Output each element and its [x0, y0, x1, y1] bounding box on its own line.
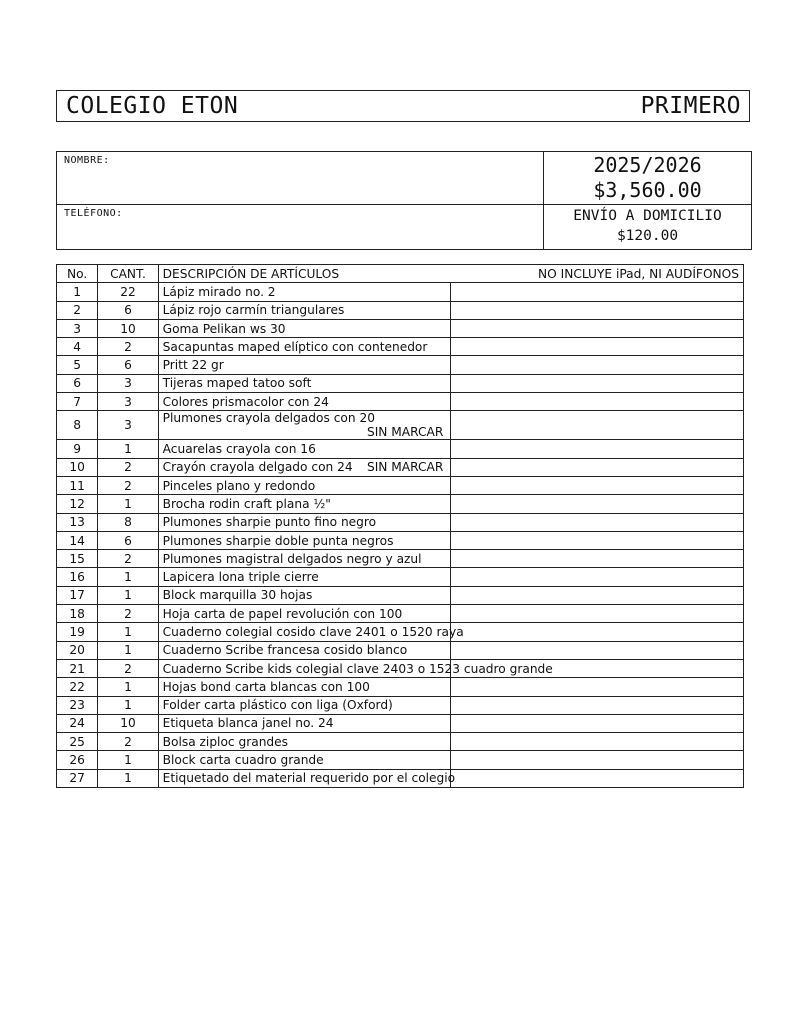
table-row [57, 733, 744, 751]
row-description-cell [158, 513, 451, 531]
school-year: 2025/2026 [593, 153, 702, 177]
row-description-cell [158, 623, 464, 641]
row-quantity: 3 [98, 374, 158, 392]
table-row [57, 356, 744, 374]
table-row [57, 550, 744, 568]
row-description-cell [158, 659, 553, 677]
table-row [57, 283, 744, 301]
row-quantity: 1 [98, 769, 158, 787]
row-empty-cell [451, 641, 744, 659]
row-quantity: 3 [98, 411, 158, 440]
row-number: 13 [57, 513, 98, 531]
row-empty-cell [451, 476, 744, 494]
table-row [57, 374, 744, 392]
row-description: Etiquetado del material requerido por el colegio [162, 771, 456, 786]
row-empty-cell [451, 769, 744, 787]
row-empty-cell [451, 678, 744, 696]
header-note: NO INCLUYE iPad, NI AUDÍFONOS [538, 266, 739, 281]
phone-field [57, 205, 544, 249]
table-row [57, 769, 744, 787]
row-empty-cell [451, 751, 744, 769]
row-description-cell [158, 319, 451, 337]
row-quantity: 2 [98, 476, 158, 494]
row-number: 5 [57, 356, 98, 374]
row-number: 18 [57, 605, 98, 623]
row-empty-cell [451, 393, 744, 411]
row-empty-cell [451, 733, 744, 751]
row-number: 23 [57, 696, 98, 714]
table-row [57, 605, 744, 623]
row-empty-cell [451, 301, 744, 319]
row-empty-cell [451, 319, 744, 337]
row-number: 2 [57, 301, 98, 319]
row-description: Pinceles plano y redondo [162, 478, 316, 493]
row-number: 15 [57, 550, 98, 568]
row-empty-cell [451, 714, 744, 732]
row-description: Cuaderno Scribe kids colegial clave 2403 o 1523 cuadro grande [162, 661, 553, 676]
row-empty-cell [451, 696, 744, 714]
table-row [57, 623, 744, 641]
row-number: 27 [57, 769, 98, 787]
row-quantity: 1 [98, 751, 158, 769]
row-description-cell [158, 769, 456, 787]
row-description-cell [158, 751, 451, 769]
school-name: COLEGIO ETON [66, 93, 239, 119]
row-empty-cell [451, 495, 744, 513]
table-row [57, 458, 744, 476]
row-quantity: 3 [98, 393, 158, 411]
row-description-cell [158, 374, 451, 392]
row-description-cell [158, 605, 451, 623]
row-description-cell [158, 714, 451, 732]
row-quantity: 10 [98, 319, 158, 337]
table-row [57, 338, 744, 356]
table-row [57, 513, 744, 531]
row-empty-cell [451, 531, 744, 549]
row-number: 17 [57, 586, 98, 604]
table-row [57, 678, 744, 696]
table-row [57, 641, 744, 659]
row-description-cell [158, 411, 451, 440]
row-empty-cell [451, 550, 744, 568]
table-row [57, 659, 744, 677]
row-description-cell [158, 550, 451, 568]
school-header [56, 90, 750, 122]
row-remark: SIN MARCAR [366, 425, 444, 440]
row-quantity: 1 [98, 586, 158, 604]
price-box [544, 152, 751, 205]
row-description-cell [158, 476, 451, 494]
row-quantity: 1 [98, 641, 158, 659]
row-description: Sacapuntas maped elíptico con contenedor [162, 339, 428, 354]
row-number: 22 [57, 678, 98, 696]
row-empty-cell [451, 440, 744, 458]
row-description-cell [158, 696, 451, 714]
row-description: Plumones sharpie punto fino negro [162, 515, 377, 530]
table-row [57, 714, 744, 732]
row-empty-cell [451, 568, 744, 586]
header-desc-label: DESCRIPCIÓN DE ARTÍCULOS [162, 266, 340, 281]
row-empty-cell [451, 356, 744, 374]
table-row [57, 495, 744, 513]
row-description-cell [158, 641, 451, 659]
row-quantity: 1 [98, 623, 158, 641]
table-row [57, 568, 744, 586]
row-description-cell [158, 338, 451, 356]
row-description-cell [158, 440, 451, 458]
header-description [158, 265, 743, 283]
row-number: 19 [57, 623, 98, 641]
row-quantity: 1 [98, 568, 158, 586]
row-quantity: 10 [98, 714, 158, 732]
row-quantity: 8 [98, 513, 158, 531]
row-number: 26 [57, 751, 98, 769]
row-number: 4 [57, 338, 98, 356]
row-number: 6 [57, 374, 98, 392]
row-number: 25 [57, 733, 98, 751]
row-number: 21 [57, 659, 98, 677]
row-empty-cell [451, 374, 744, 392]
row-description: Colores prismacolor con 24 [162, 394, 329, 409]
row-empty-cell [451, 283, 744, 301]
row-description: Plumones crayola delgados con 20 [162, 411, 375, 426]
row-description: Tijeras maped tatoo soft [162, 376, 312, 391]
row-description: Etiqueta blanca janel no. 24 [162, 716, 334, 731]
row-number: 1 [57, 283, 98, 301]
shipping-box [544, 205, 751, 249]
row-description-cell [158, 733, 451, 751]
row-quantity: 6 [98, 531, 158, 549]
table-row [57, 586, 744, 604]
row-remark: SIN MARCAR [366, 460, 444, 475]
row-description: Block marquilla 30 hojas [162, 588, 313, 603]
row-description: Acuarelas crayola con 16 [162, 442, 316, 457]
row-description: Lápiz rojo carmín triangulares [162, 303, 345, 318]
shipping-price: $120.00 [616, 228, 679, 244]
row-description-cell [158, 393, 451, 411]
table-row [57, 476, 744, 494]
row-quantity: 6 [98, 356, 158, 374]
row-quantity: 2 [98, 458, 158, 476]
table-row [57, 301, 744, 319]
row-empty-cell [451, 586, 744, 604]
row-description-cell [158, 458, 451, 476]
row-empty-cell [451, 338, 744, 356]
row-quantity: 22 [98, 283, 158, 301]
table-row [57, 411, 744, 440]
row-empty-cell [451, 605, 744, 623]
row-quantity: 6 [98, 301, 158, 319]
row-empty-cell [451, 513, 744, 531]
row-number: 11 [57, 476, 98, 494]
table-header-row [57, 265, 744, 283]
row-number: 10 [57, 458, 98, 476]
row-number: 9 [57, 440, 98, 458]
row-description: Block carta cuadro grande [162, 753, 324, 768]
table-row [57, 393, 744, 411]
row-quantity: 2 [98, 605, 158, 623]
row-description-cell [158, 356, 451, 374]
row-description-cell [158, 283, 451, 301]
row-number: 12 [57, 495, 98, 513]
table-row [57, 751, 744, 769]
row-quantity: 1 [98, 440, 158, 458]
student-info-box [56, 151, 752, 250]
table-row [57, 531, 744, 549]
row-description: Pritt 22 gr [162, 358, 224, 373]
name-label: NOMBRE: [64, 155, 110, 166]
row-number: 24 [57, 714, 98, 732]
row-description: Lapicera lona triple cierre [162, 570, 319, 585]
row-quantity: 2 [98, 338, 158, 356]
name-field [57, 152, 544, 205]
grade-level: PRIMERO [640, 93, 741, 119]
row-description-cell [158, 495, 451, 513]
shipping-label: ENVÍO A DOMICILIO [573, 208, 722, 224]
row-quantity: 2 [98, 550, 158, 568]
row-number: 3 [57, 319, 98, 337]
row-quantity: 1 [98, 696, 158, 714]
row-description: Folder carta plástico con liga (Oxford) [162, 698, 393, 713]
row-description: Hoja carta de papel revolución con 100 [162, 606, 403, 621]
row-number: 16 [57, 568, 98, 586]
row-description-cell [158, 531, 451, 549]
row-description-cell [158, 301, 451, 319]
header-no: No. [57, 265, 98, 283]
row-number: 7 [57, 393, 98, 411]
row-empty-cell [451, 623, 744, 641]
row-quantity: 1 [98, 495, 158, 513]
row-description: Crayón crayola delgado con 24 [162, 460, 353, 475]
row-description: Brocha rodin craft plana ½" [162, 496, 331, 511]
row-number: 20 [57, 641, 98, 659]
row-description-cell [158, 568, 451, 586]
table-row [57, 319, 744, 337]
list-price: $3,560.00 [593, 178, 702, 202]
phone-label: TELÉFONO: [64, 208, 123, 219]
row-description: Hojas bond carta blancas con 100 [162, 679, 370, 694]
table-row [57, 440, 744, 458]
row-number: 14 [57, 531, 98, 549]
table-row [57, 696, 744, 714]
row-description: Lápiz mirado no. 2 [162, 284, 276, 299]
row-empty-cell [451, 411, 744, 440]
row-description: Cuaderno colegial cosido clave 2401 o 1520 raya [162, 624, 464, 639]
row-description: Plumones sharpie doble punta negros [162, 533, 394, 548]
row-description: Plumones magistral delgados negro y azul [162, 551, 422, 566]
row-quantity: 2 [98, 733, 158, 751]
row-empty-cell [451, 458, 744, 476]
row-description: Goma Pelikan ws 30 [162, 321, 286, 336]
supplies-table [56, 264, 744, 788]
row-number: 8 [57, 411, 98, 440]
header-qty: CANT. [98, 265, 158, 283]
row-quantity: 1 [98, 678, 158, 696]
row-quantity: 2 [98, 659, 158, 677]
row-description-cell [158, 678, 451, 696]
row-description: Bolsa ziploc grandes [162, 734, 288, 749]
row-description-cell [158, 586, 451, 604]
row-description: Cuaderno Scribe francesa cosido blanco [162, 643, 408, 658]
